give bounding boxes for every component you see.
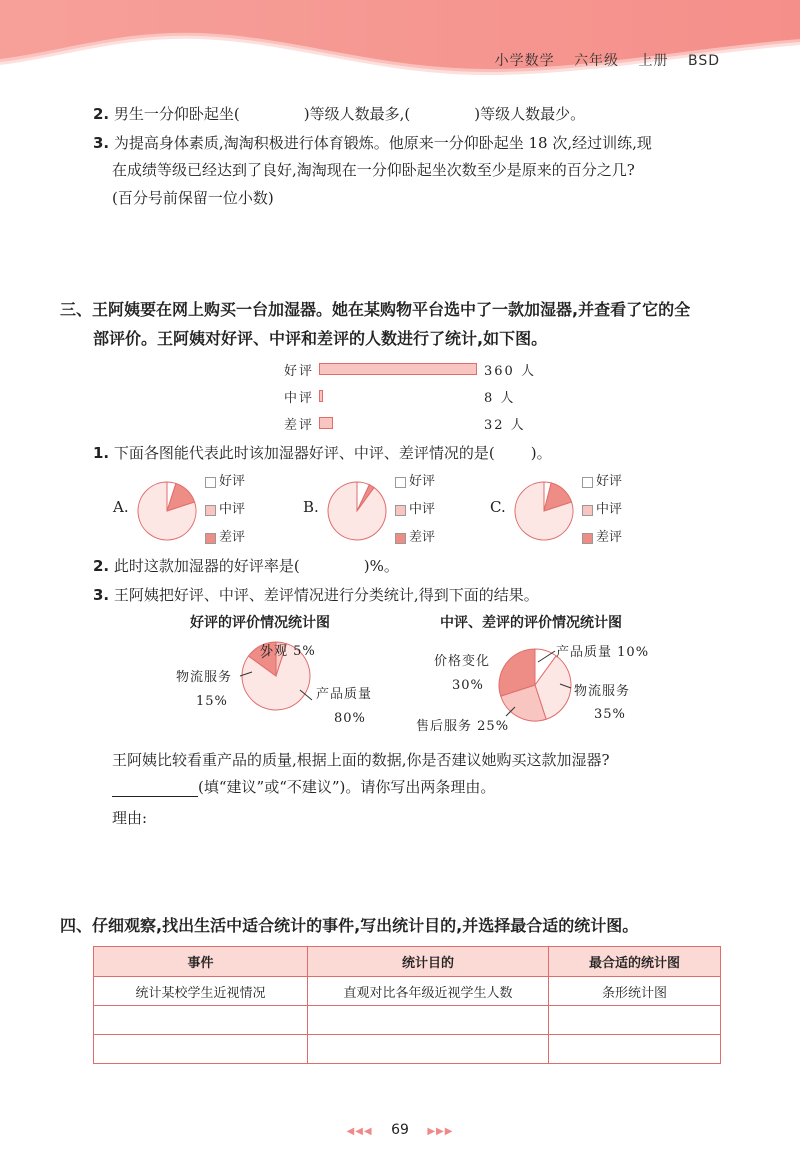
pie1-value-quality: 80% bbox=[334, 711, 366, 726]
pie2-label-price: 价格变化 bbox=[434, 654, 491, 669]
bar-label: 好评 bbox=[284, 364, 315, 379]
bar-value: 360 人 bbox=[484, 364, 536, 379]
q2-text-3: )等级人数最少。 bbox=[474, 105, 586, 123]
legend-text: 好评 bbox=[409, 474, 436, 489]
table-cell: 条形统计图 bbox=[549, 977, 721, 1006]
legend-text: 差评 bbox=[219, 530, 246, 545]
pie1-label-logistics: 物流服务 bbox=[176, 670, 233, 685]
header-event: 事件 bbox=[94, 947, 308, 977]
section4-title: 四、仔细观察,找出生活中适合统计的事件,写出统计目的,并选择最合适的统计图。 bbox=[60, 916, 639, 935]
s3q1-number: 1. bbox=[93, 444, 110, 462]
q3-line-3: (百分号前保留一位小数) bbox=[112, 189, 274, 207]
pie2-label-logistics: 物流服务 bbox=[574, 684, 631, 699]
table-cell-input[interactable] bbox=[94, 1006, 308, 1035]
header-volume: 上册 bbox=[638, 53, 669, 69]
pie2-label-quality: 产品质量 10% bbox=[556, 645, 650, 660]
header-subject: 小学数学 bbox=[494, 53, 555, 69]
pie1-title: 好评的评价情况统计图 bbox=[190, 615, 330, 631]
table-cell: 直观对比各年级近视学生人数 bbox=[308, 977, 549, 1006]
pie2-title: 中评、差评的评价情况统计图 bbox=[440, 615, 622, 631]
s3q2-text: 此时这款加湿器的好评率是( bbox=[113, 557, 300, 575]
bar-label: 中评 bbox=[284, 391, 315, 406]
legend-text: 中评 bbox=[409, 502, 436, 517]
next-arrows-icon: ▶▶▶ bbox=[427, 1126, 454, 1137]
statistics-table bbox=[93, 946, 721, 1064]
page-number: 69 bbox=[391, 1122, 409, 1138]
prev-arrows-icon: ◀◀◀ bbox=[346, 1126, 373, 1137]
section3-line-1: 三、王阿姨要在网上购买一台加湿器。她在某购物平台选中了一款加湿器,并查看了它的全 bbox=[60, 300, 691, 319]
pie2-value-logistics: 35% bbox=[594, 707, 626, 722]
pie1-label-appearance: 外观 5% bbox=[260, 644, 316, 659]
page-footer bbox=[0, 1122, 800, 1138]
table-row bbox=[94, 1006, 721, 1035]
s3q1-end: )。 bbox=[530, 444, 552, 462]
table-row bbox=[94, 977, 721, 1006]
option-label[interactable]: A. bbox=[113, 498, 129, 516]
advice-line-1: 王阿姨比较看重产品的质量,根据上面的数据,你是否建议她购买这款加湿器? bbox=[112, 751, 610, 769]
q2-number: 2. bbox=[93, 105, 110, 123]
s3q2-end: )%。 bbox=[363, 557, 399, 575]
advice-answer-blank[interactable] bbox=[112, 782, 198, 797]
bar-label: 差评 bbox=[284, 418, 315, 433]
option-label[interactable]: B. bbox=[303, 498, 319, 516]
s3q2-number: 2. bbox=[93, 557, 110, 575]
reason-label: 理由: bbox=[112, 809, 148, 827]
q3-line-2: 在成绩等级已经达到了良好,淘淘现在一分仰卧起坐次数至少是原来的百分之几? bbox=[112, 161, 635, 179]
legend-text: 中评 bbox=[596, 502, 623, 517]
bar-value: 32 人 bbox=[484, 418, 526, 433]
q3-number: 3. bbox=[93, 134, 110, 152]
table-cell: 统计某校学生近视情况 bbox=[94, 977, 308, 1006]
header-grade: 六年级 bbox=[574, 53, 620, 69]
option-label[interactable]: C. bbox=[490, 498, 506, 516]
s3q3-number: 3. bbox=[93, 586, 110, 604]
table-cell-input[interactable] bbox=[308, 1006, 549, 1035]
q2-text-2: )等级人数最多,( bbox=[303, 105, 411, 123]
section3-line-2: 部评价。王阿姨对好评、中评和差评的人数进行了统计,如下图。 bbox=[93, 329, 548, 348]
legend-text: 差评 bbox=[409, 530, 436, 545]
legend-text: 差评 bbox=[596, 530, 623, 545]
q3-text-1: 为提高身体素质,淘淘积极进行体育锻炼。他原来一分仰卧起坐 18 次,经过训练,现 bbox=[113, 134, 652, 152]
table-cell-input[interactable] bbox=[549, 1035, 721, 1064]
s3q1-text: 下面各图能代表此时该加湿器好评、中评、差评情况的是( bbox=[113, 444, 495, 462]
table-cell-input[interactable] bbox=[549, 1006, 721, 1035]
pie2-label-after-sales: 售后服务 25% bbox=[416, 719, 510, 734]
header-purpose: 统计目的 bbox=[308, 947, 549, 977]
legend-text: 好评 bbox=[596, 474, 623, 489]
pie1-label-quality: 产品质量 bbox=[316, 687, 373, 702]
pie1-value-logistics: 15% bbox=[196, 694, 228, 709]
advice-line-2 bbox=[112, 777, 495, 797]
header-chart-type: 最合适的统计图 bbox=[549, 947, 721, 977]
q2-text-1: 男生一分仰卧起坐( bbox=[113, 105, 240, 123]
header-edition: BSD bbox=[687, 53, 720, 69]
bar-value: 8 人 bbox=[484, 391, 516, 406]
table-row bbox=[94, 1035, 721, 1064]
table-cell-input[interactable] bbox=[308, 1035, 549, 1064]
pie2-value-price: 30% bbox=[452, 678, 484, 693]
advice-text: (填“建议”或“不建议”)。请你写出两条理由。 bbox=[198, 778, 496, 796]
legend-text: 中评 bbox=[219, 502, 246, 517]
s3q3-text: 王阿姨把好评、中评、差评情况进行分类统计,得到下面的结果。 bbox=[113, 586, 539, 604]
legend-text: 好评 bbox=[219, 474, 246, 489]
table-header-row bbox=[94, 947, 721, 977]
table-cell-input[interactable] bbox=[94, 1035, 308, 1064]
